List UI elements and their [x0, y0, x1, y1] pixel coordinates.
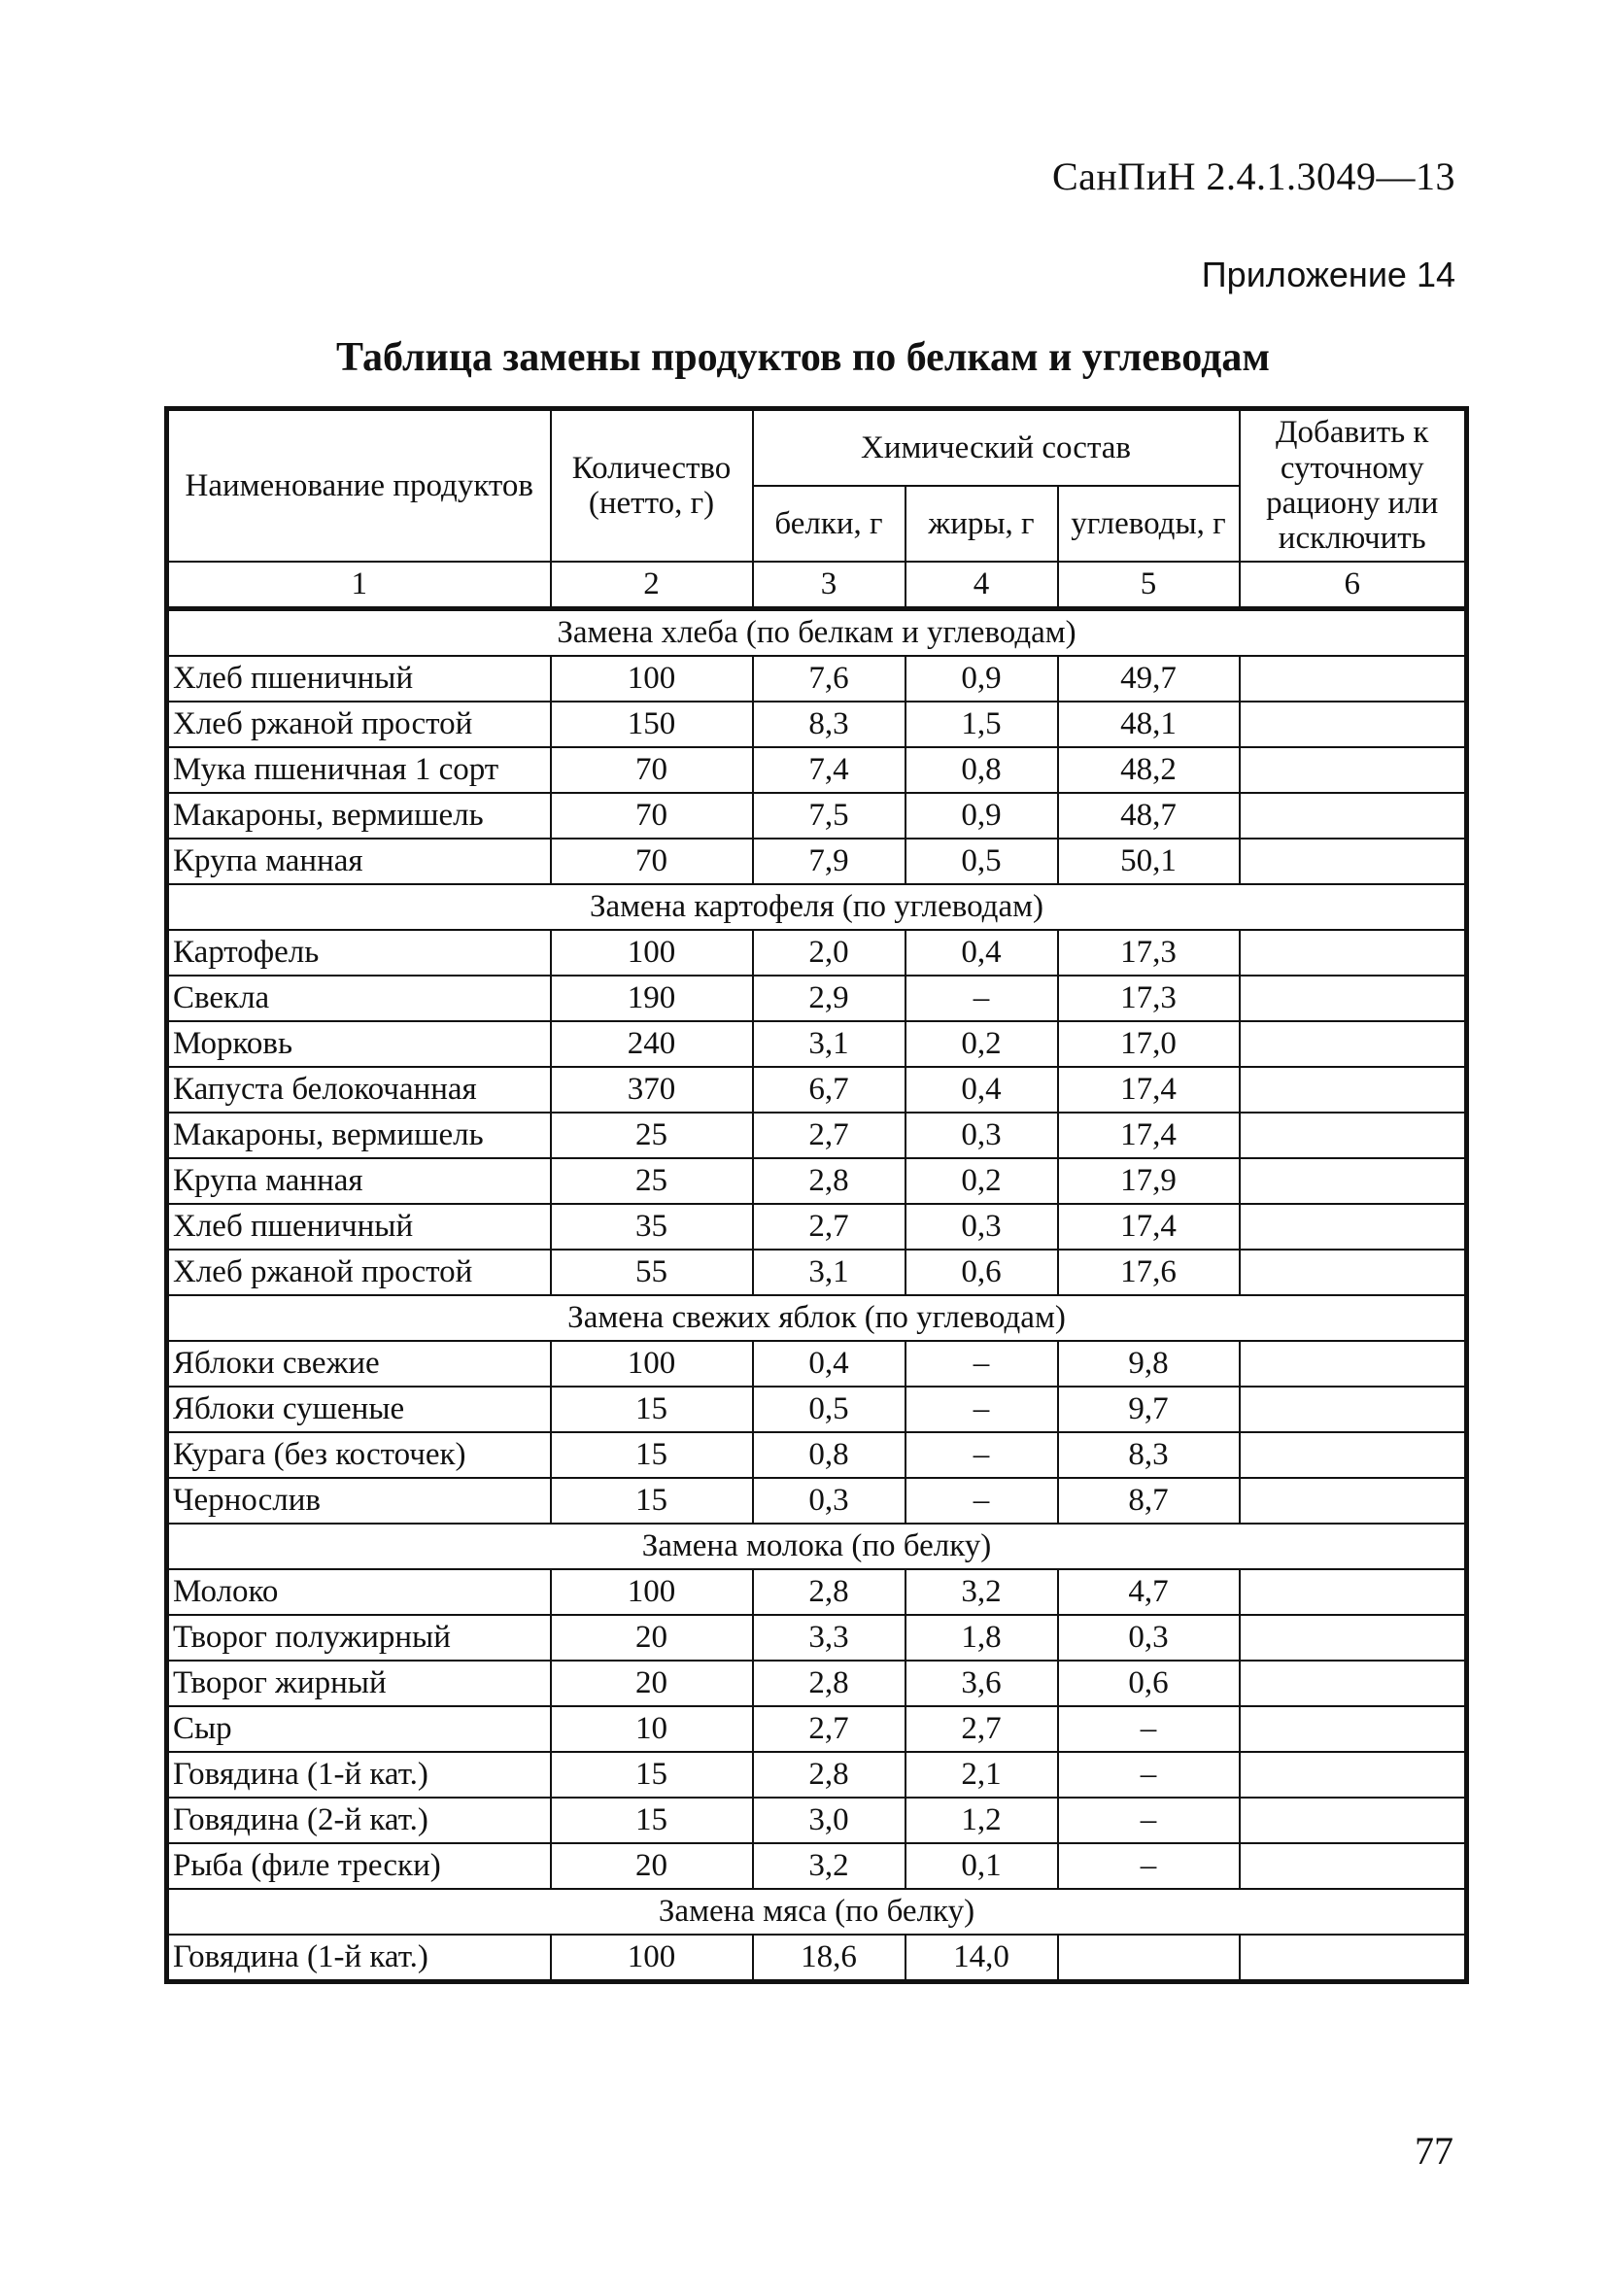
quantity-cell: 100 [551, 930, 753, 976]
fat-cell: 0,2 [906, 1158, 1058, 1204]
fat-cell: 0,9 [906, 793, 1058, 839]
add-exclude-cell [1240, 930, 1467, 976]
product-name-cell: Рыба (филе трески) [167, 1843, 551, 1889]
carbohydrate-cell: 9,7 [1058, 1387, 1240, 1432]
quantity-cell: 100 [551, 1935, 753, 1982]
table-row [167, 747, 1467, 793]
fat-cell: 0,4 [906, 930, 1058, 976]
quantity-cell: 70 [551, 793, 753, 839]
protein-cell: 3,2 [753, 1843, 906, 1889]
product-name-cell: Свекла [167, 976, 551, 1021]
table-row [167, 1661, 1467, 1706]
substitution-table [164, 406, 1469, 1984]
section-header-row [167, 1295, 1467, 1341]
column-number: 5 [1058, 562, 1240, 609]
quantity-cell: 15 [551, 1387, 753, 1432]
table-row [167, 1204, 1467, 1250]
header-fat: жиры, г [906, 486, 1058, 562]
add-exclude-cell [1240, 1706, 1467, 1752]
section-title: Замена молока (по белку) [167, 1524, 1467, 1569]
section-title: Замена свежих яблок (по углеводам) [167, 1295, 1467, 1341]
table-row [167, 1021, 1467, 1067]
fat-cell: 3,6 [906, 1661, 1058, 1706]
product-name-cell: Хлеб пшеничный [167, 656, 551, 702]
appendix-label: Приложение 14 [1201, 255, 1455, 294]
fat-cell: 3,2 [906, 1569, 1058, 1615]
add-exclude-cell [1240, 793, 1467, 839]
table-row [167, 1615, 1467, 1661]
quantity-cell: 100 [551, 1341, 753, 1387]
header-quantity: Количество (нетто, г) [551, 409, 753, 563]
table-row [167, 1158, 1467, 1204]
carbohydrate-cell: 49,7 [1058, 656, 1240, 702]
fat-cell: – [906, 1478, 1058, 1524]
page-number: 77 [1415, 2129, 1453, 2173]
protein-cell: 2,0 [753, 930, 906, 976]
quantity-cell: 15 [551, 1752, 753, 1798]
fat-cell: – [906, 1341, 1058, 1387]
protein-cell: 7,4 [753, 747, 906, 793]
section-header-row [167, 1524, 1467, 1569]
carbohydrate-cell: 48,7 [1058, 793, 1240, 839]
column-number: 4 [906, 562, 1058, 609]
product-name-cell: Крупа манная [167, 839, 551, 884]
carbohydrate-cell: – [1058, 1752, 1240, 1798]
carbohydrate-cell: 48,2 [1058, 747, 1240, 793]
fat-cell: 0,5 [906, 839, 1058, 884]
quantity-cell: 70 [551, 747, 753, 793]
product-name-cell: Крупа манная [167, 1158, 551, 1204]
carbohydrate-cell: – [1058, 1706, 1240, 1752]
table-row [167, 1935, 1467, 1982]
fat-cell: – [906, 1432, 1058, 1478]
fat-cell: 0,2 [906, 1021, 1058, 1067]
table-row [167, 1478, 1467, 1524]
protein-cell: 7,9 [753, 839, 906, 884]
table-row [167, 1569, 1467, 1615]
protein-cell: 3,3 [753, 1615, 906, 1661]
add-exclude-cell [1240, 1387, 1467, 1432]
table-row [167, 1706, 1467, 1752]
product-name-cell: Говядина (1-й кат.) [167, 1935, 551, 1982]
add-exclude-cell [1240, 1204, 1467, 1250]
product-name-cell: Хлеб пшеничный [167, 1204, 551, 1250]
fat-cell: 1,5 [906, 702, 1058, 747]
protein-cell: 0,5 [753, 1387, 906, 1432]
quantity-cell: 100 [551, 656, 753, 702]
section-header-row [167, 884, 1467, 930]
section-title: Замена хлеба (по белкам и углеводам) [167, 609, 1467, 657]
protein-cell: 2,9 [753, 976, 906, 1021]
quantity-cell: 370 [551, 1067, 753, 1113]
product-name-cell: Говядина (1-й кат.) [167, 1752, 551, 1798]
fat-cell: 1,8 [906, 1615, 1058, 1661]
page-title: Таблица замены продуктов по белкам и углеводам [336, 335, 1270, 380]
add-exclude-cell [1240, 1752, 1467, 1798]
protein-cell: 0,8 [753, 1432, 906, 1478]
carbohydrate-cell: 50,1 [1058, 839, 1240, 884]
add-exclude-cell [1240, 1798, 1467, 1843]
protein-cell: 2,7 [753, 1204, 906, 1250]
quantity-cell: 15 [551, 1798, 753, 1843]
table-row [167, 1798, 1467, 1843]
fat-cell: – [906, 1387, 1058, 1432]
add-exclude-cell [1240, 1113, 1467, 1158]
add-exclude-cell [1240, 1432, 1467, 1478]
table-row [167, 793, 1467, 839]
table-row [167, 1113, 1467, 1158]
add-exclude-cell [1240, 1158, 1467, 1204]
quantity-cell: 15 [551, 1478, 753, 1524]
add-exclude-cell [1240, 1569, 1467, 1615]
column-number: 2 [551, 562, 753, 609]
table-row [167, 1843, 1467, 1889]
product-name-cell: Творог полужирный [167, 1615, 551, 1661]
carbohydrate-cell: 17,0 [1058, 1021, 1240, 1067]
table-row [167, 1432, 1467, 1478]
protein-cell: 3,0 [753, 1798, 906, 1843]
table-row [167, 976, 1467, 1021]
quantity-cell: 25 [551, 1113, 753, 1158]
add-exclude-cell [1240, 1661, 1467, 1706]
add-exclude-cell [1240, 1478, 1467, 1524]
carbohydrate-cell: – [1058, 1843, 1240, 1889]
carbohydrate-cell: 17,3 [1058, 976, 1240, 1021]
fat-cell: 0,1 [906, 1843, 1058, 1889]
header-carbohydrates: углеводы, г [1058, 486, 1240, 562]
table-row [167, 930, 1467, 976]
carbohydrate-cell: 17,4 [1058, 1067, 1240, 1113]
product-name-cell: Макароны, вермишель [167, 793, 551, 839]
quantity-cell: 35 [551, 1204, 753, 1250]
carbohydrate-cell: 17,6 [1058, 1250, 1240, 1295]
table-row [167, 1341, 1467, 1387]
header-chemical-composition: Химический состав [753, 409, 1240, 487]
protein-cell: 3,1 [753, 1250, 906, 1295]
fat-cell: 2,1 [906, 1752, 1058, 1798]
fat-cell: 0,6 [906, 1250, 1058, 1295]
product-name-cell: Молоко [167, 1569, 551, 1615]
quantity-cell: 15 [551, 1432, 753, 1478]
quantity-cell: 240 [551, 1021, 753, 1067]
table-row [167, 1067, 1467, 1113]
table-row [167, 1250, 1467, 1295]
product-name-cell: Макароны, вермишель [167, 1113, 551, 1158]
quantity-cell: 150 [551, 702, 753, 747]
product-name-cell: Капуста белокочанная [167, 1067, 551, 1113]
product-name-cell: Сыр [167, 1706, 551, 1752]
add-exclude-cell [1240, 702, 1467, 747]
quantity-cell: 20 [551, 1661, 753, 1706]
protein-cell: 6,7 [753, 1067, 906, 1113]
protein-cell: 3,1 [753, 1021, 906, 1067]
product-name-cell: Чернослив [167, 1478, 551, 1524]
section-header-row [167, 1889, 1467, 1935]
table-body [167, 609, 1467, 1982]
carbohydrate-cell: 17,3 [1058, 930, 1240, 976]
carbohydrate-cell: 17,9 [1058, 1158, 1240, 1204]
product-name-cell: Мука пшеничная 1 сорт [167, 747, 551, 793]
column-number: 3 [753, 562, 906, 609]
quantity-cell: 70 [551, 839, 753, 884]
table-row [167, 656, 1467, 702]
quantity-cell: 190 [551, 976, 753, 1021]
product-name-cell: Хлеб ржаной простой [167, 702, 551, 747]
quantity-cell: 20 [551, 1843, 753, 1889]
protein-cell: 0,4 [753, 1341, 906, 1387]
carbohydrate-cell: 17,4 [1058, 1113, 1240, 1158]
fat-cell: 1,2 [906, 1798, 1058, 1843]
column-number: 6 [1240, 562, 1467, 609]
product-name-cell: Яблоки свежие [167, 1341, 551, 1387]
table-row [167, 839, 1467, 884]
protein-cell: 18,6 [753, 1935, 906, 1982]
header-product-name: Наименование продуктов [167, 409, 551, 563]
fat-cell: 2,7 [906, 1706, 1058, 1752]
protein-cell: 2,8 [753, 1752, 906, 1798]
carbohydrate-cell: 48,1 [1058, 702, 1240, 747]
quantity-cell: 100 [551, 1569, 753, 1615]
protein-cell: 2,8 [753, 1569, 906, 1615]
carbohydrate-cell: 0,3 [1058, 1615, 1240, 1661]
quantity-cell: 20 [551, 1615, 753, 1661]
product-name-cell: Говядина (2-й кат.) [167, 1798, 551, 1843]
carbohydrate-cell: 8,7 [1058, 1478, 1240, 1524]
fat-cell: 0,8 [906, 747, 1058, 793]
quantity-cell: 55 [551, 1250, 753, 1295]
carbohydrate-cell [1058, 1935, 1240, 1982]
carbohydrate-cell: 8,3 [1058, 1432, 1240, 1478]
document-code: СанПиН 2.4.1.3049—13 [1051, 154, 1455, 198]
product-name-cell: Творог жирный [167, 1661, 551, 1706]
add-exclude-cell [1240, 976, 1467, 1021]
table-row [167, 1387, 1467, 1432]
add-exclude-cell [1240, 747, 1467, 793]
header-add-or-exclude: Добавить к суточному рациону или исключить [1240, 409, 1467, 563]
protein-cell: 2,7 [753, 1706, 906, 1752]
add-exclude-cell [1240, 656, 1467, 702]
section-title: Замена мяса (по белку) [167, 1889, 1467, 1935]
quantity-cell: 25 [551, 1158, 753, 1204]
protein-cell: 2,8 [753, 1661, 906, 1706]
fat-cell: – [906, 976, 1058, 1021]
carbohydrate-cell: 9,8 [1058, 1341, 1240, 1387]
add-exclude-cell [1240, 1843, 1467, 1889]
add-exclude-cell [1240, 1935, 1467, 1982]
fat-cell: 0,9 [906, 656, 1058, 702]
fat-cell: 14,0 [906, 1935, 1058, 1982]
add-exclude-cell [1240, 1341, 1467, 1387]
protein-cell: 2,8 [753, 1158, 906, 1204]
add-exclude-cell [1240, 839, 1467, 884]
fat-cell: 0,3 [906, 1204, 1058, 1250]
protein-cell: 8,3 [753, 702, 906, 747]
product-name-cell: Картофель [167, 930, 551, 976]
protein-cell: 7,6 [753, 656, 906, 702]
fat-cell: 0,3 [906, 1113, 1058, 1158]
carbohydrate-cell: 0,6 [1058, 1661, 1240, 1706]
product-name-cell: Яблоки сушеные [167, 1387, 551, 1432]
carbohydrate-cell: 17,4 [1058, 1204, 1240, 1250]
table-row [167, 702, 1467, 747]
protein-cell: 0,3 [753, 1478, 906, 1524]
product-name-cell: Хлеб ржаной простой [167, 1250, 551, 1295]
protein-cell: 2,7 [753, 1113, 906, 1158]
carbohydrate-cell: 4,7 [1058, 1569, 1240, 1615]
header-protein: белки, г [753, 486, 906, 562]
product-name-cell: Курага (без косточек) [167, 1432, 551, 1478]
add-exclude-cell [1240, 1250, 1467, 1295]
section-title: Замена картофеля (по углеводам) [167, 884, 1467, 930]
column-number: 1 [167, 562, 551, 609]
section-header-row [167, 609, 1467, 657]
add-exclude-cell [1240, 1615, 1467, 1661]
add-exclude-cell [1240, 1021, 1467, 1067]
quantity-cell: 10 [551, 1706, 753, 1752]
add-exclude-cell [1240, 1067, 1467, 1113]
table-row [167, 1752, 1467, 1798]
fat-cell: 0,4 [906, 1067, 1058, 1113]
carbohydrate-cell: – [1058, 1798, 1240, 1843]
product-name-cell: Морковь [167, 1021, 551, 1067]
protein-cell: 7,5 [753, 793, 906, 839]
